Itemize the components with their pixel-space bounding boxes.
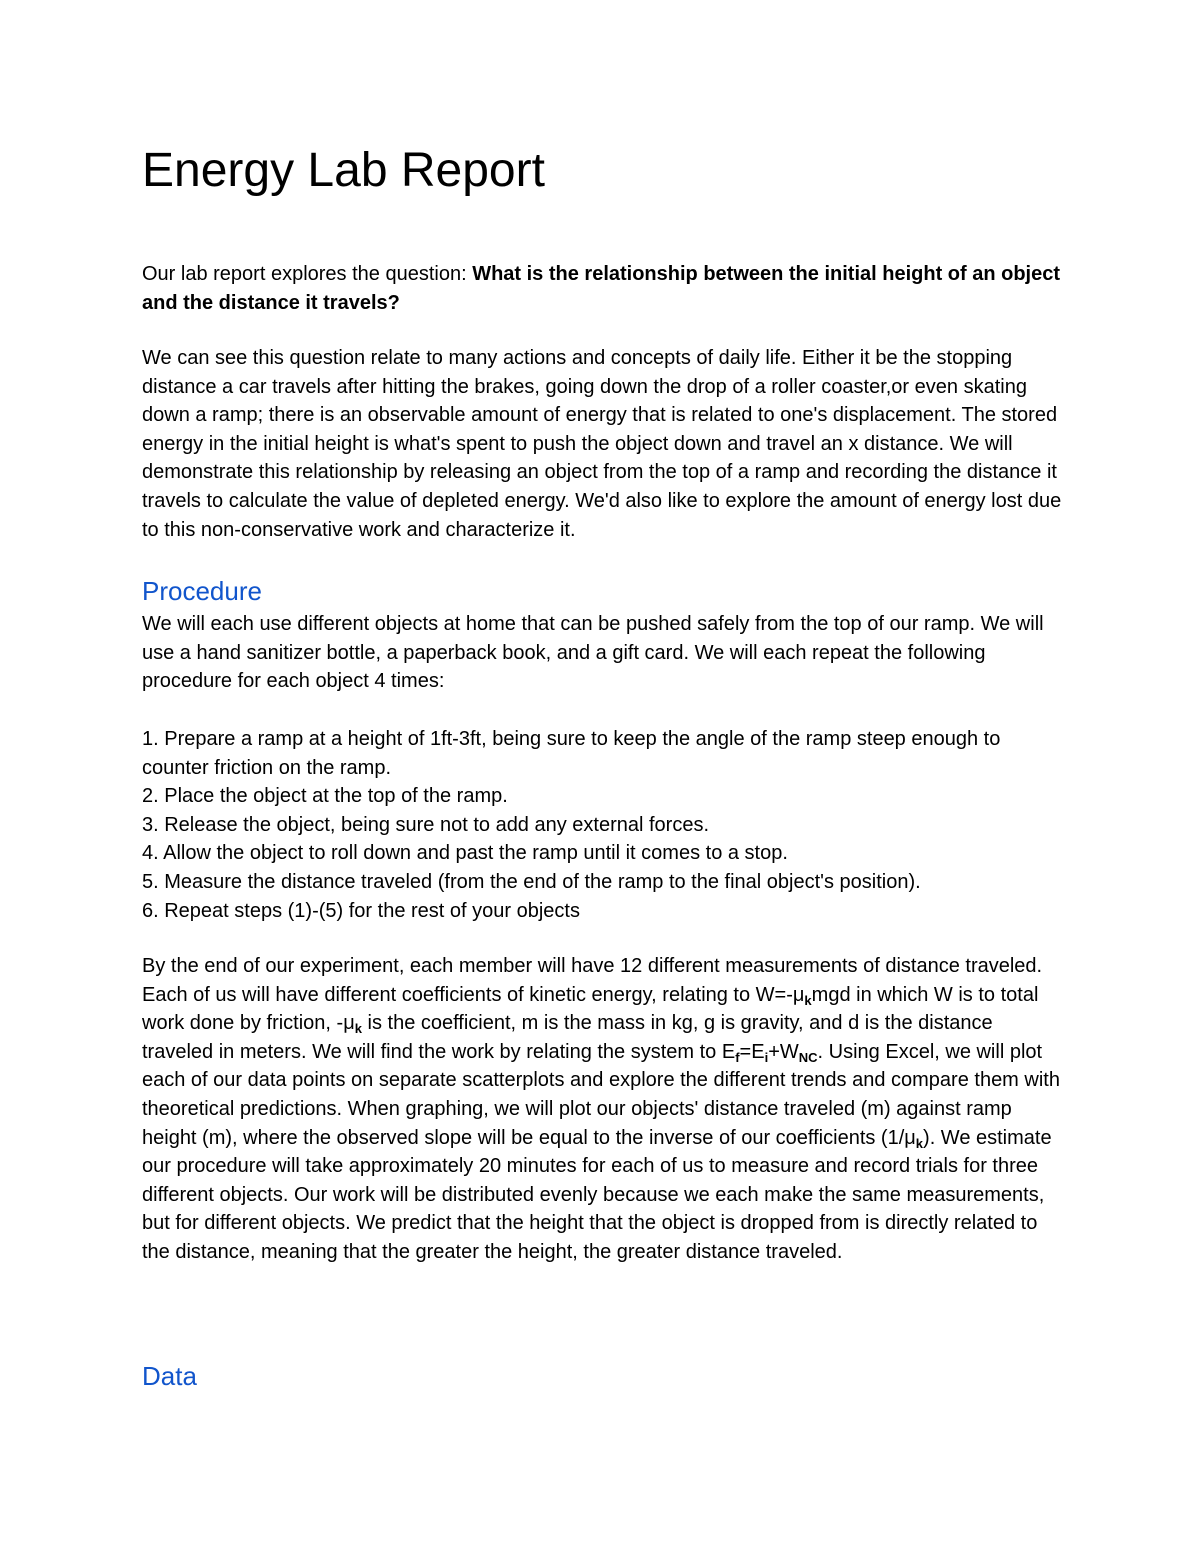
context-paragraph: We can see this question relate to many actions and concepts of daily life. Either it be the stopping distance a car travels after hitting the brakes, going down the drop of a roller coaster,or even skating down a ramp; there is an observable amount of energy that is related to one's displacement. The stored energy in the initial height is what's spent to push the object down and travel an x distance. We will demonstrate this relationship by releasing an object from the top of a ramp and recording the distance it travels to calculate the value of depleted energy. We'd also like to explore the amount of energy lost due to this non-conservative work and characterize it. xyxy=(142,347,1062,541)
procedure-step: 6. Repeat steps (1)-(5) for the rest of your objects xyxy=(142,899,580,922)
subscript-f: f xyxy=(735,1049,740,1065)
procedure-step: 1. Prepare a ramp at a height of 1ft-3ft, being sure to keep the angle of the ramp steep enough to counter friction on the ramp. xyxy=(142,728,1001,779)
subscript-i: i xyxy=(764,1049,769,1065)
method-text-2: mgd in which W is to total work done by friction, -μ xyxy=(142,983,1039,1035)
subscript-k: k xyxy=(804,992,812,1008)
procedure-step: 4. Allow the object to roll down and past the ramp until it comes to a stop. xyxy=(142,842,788,865)
method-text-7: ). We estimate our procedure will take approximately 20 minutes for each of us to measure and record trials for three different objects. Our work will be distributed evenly because we each make the same measurements, but for different objects. We predict that the height that the object is dropped from is directly related to the distance, meaning that the greater the height, the greater distance traveled. xyxy=(142,1126,1052,1263)
procedure-step: 2. Place the object at the top of the ramp. xyxy=(142,785,508,808)
subscript-k: k xyxy=(915,1135,924,1151)
procedure-steps xyxy=(142,725,1062,925)
method-text-5: +W xyxy=(768,1040,799,1063)
research-question: What is the relationship between the initial height of an object and the distance it travels? xyxy=(142,263,1061,314)
procedure-paragraph: We will each use different objects at home that can be pushed safely from the top of our ramp. We will use a hand sanitizer bottle, a paperback book, and a gift card. We will each repeat the following procedure for each object 4 times: xyxy=(142,613,1044,693)
intro-paragraph xyxy=(142,260,1062,317)
data-heading: Data xyxy=(142,1361,197,1391)
subscript-k: k xyxy=(354,1021,362,1037)
method-paragraph xyxy=(142,952,1062,1267)
method-text-6: . Using Excel, we will plot each of our data points on separate scatterplots and explore the different trends and compare them with theoretical predictions. When graphing, we will plot our objects' distance traveled (m) against ramp height (m), where the observed slope will be equal to the inverse of our coefficients (1/μ xyxy=(142,1040,1060,1149)
document-title: Energy Lab Report xyxy=(142,144,545,197)
intro-lead: Our lab report explores the question: xyxy=(142,263,473,285)
method-text-4: =E xyxy=(739,1040,765,1063)
method-text-1: By the end of our experiment, each member will have 12 different measurements of distance traveled. Each of us will have different coefficients of kinetic energy, relating to W=-μ xyxy=(142,955,1043,1006)
procedure-step: 3. Release the object, being sure not to add any external forces. xyxy=(142,813,710,836)
subscript-nc: NC xyxy=(798,1049,818,1065)
procedure-step: 5. Measure the distance traveled (from the end of the ramp to the final object's position). xyxy=(142,870,921,893)
procedure-heading: Procedure xyxy=(142,576,262,606)
method-text-3: is the coefficient, m is the mass in kg, g is gravity, and d is the distance traveled in meters. We will find the work by relating the system to E xyxy=(142,1012,993,1063)
